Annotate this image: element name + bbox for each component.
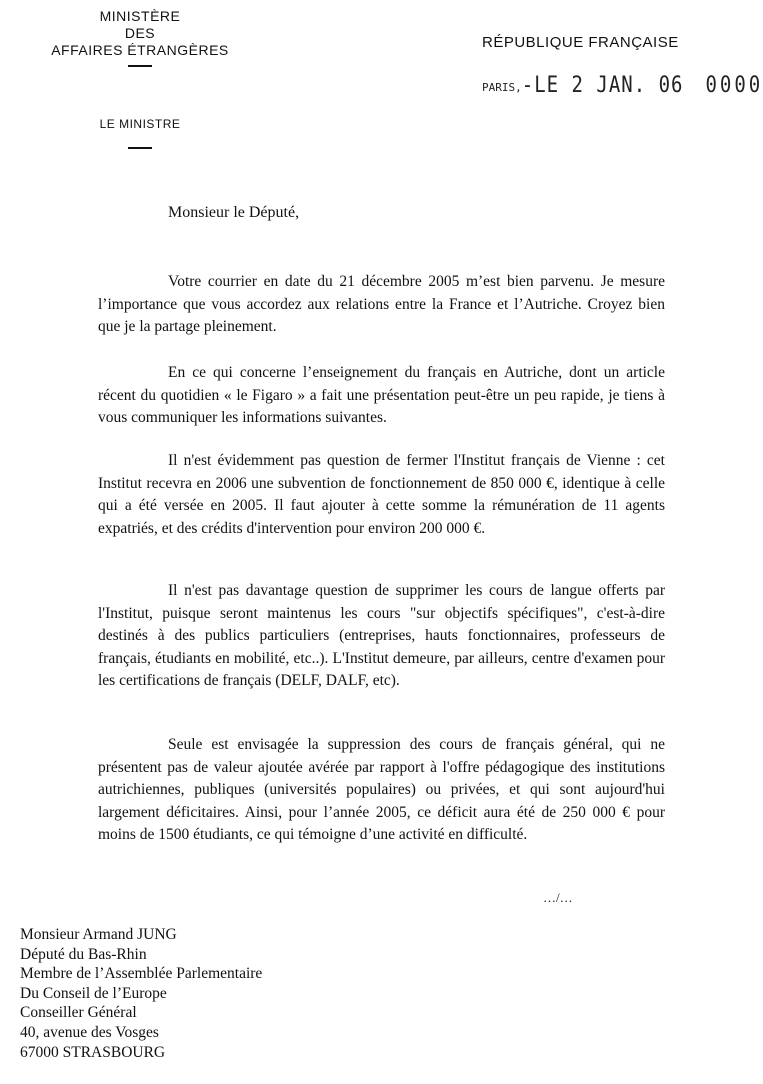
- minister-header: [70, 117, 210, 149]
- date-stamp: [482, 74, 763, 96]
- ministry-line-2: DES: [124, 25, 156, 41]
- recipient-line-5: Conseiller Général: [20, 1004, 137, 1022]
- minister-divider: [128, 147, 152, 149]
- stamp-number: 0000: [705, 72, 763, 98]
- republic-header: RÉPUBLIQUE FRANÇAISE: [482, 34, 679, 51]
- stamp-date: -LE 2 JAN. 06: [521, 72, 684, 98]
- paragraph-5: Seule est envisagée la suppression des cours de français général, qui ne présentent pas de valeur ajoutée avérée par rapport à l'offre pédagogique des institutions autrichiennes, publiques (universités populaires) ou privées, et qui sont aujourd'hui largement déficitaires. Ainsi, pour l’année 2005, ce déficit aura été de 250 000 € pour moins de 1500 étudiants, ce qui témoigne d’une activité en difficulté.: [98, 736, 665, 843]
- recipient-line-7: 67000 STRASBOURG: [20, 1043, 166, 1061]
- recipient-address: [20, 925, 262, 1062]
- recipient-line-2: Député du Bas-Rhin: [20, 945, 147, 963]
- ministry-line-3: AFFAIRES ÉTRANGÈRES: [51, 42, 229, 58]
- recipient-line-6: 40, avenue des Vosges: [20, 1023, 159, 1041]
- recipient-line-3: Membre de l’Assemblée Parlementaire: [20, 965, 263, 983]
- paragraph-2: En ce qui concerne l’enseignement du français en Autriche, dont un article récent du quotidien « le Figaro » a fait une présentation peut-être un peu rapide, je tiens à vous communiquer les informations suivantes.: [98, 364, 665, 426]
- recipient-name: Monsieur Armand JUNG: [20, 926, 177, 943]
- ministry-line-1: MINISTÈRE: [99, 8, 181, 24]
- continuation-mark: …/…: [543, 890, 573, 905]
- ministry-header: [30, 8, 250, 67]
- header-divider: [128, 65, 152, 67]
- paragraph-4: Il n'est pas davantage question de supprimer les cours de langue offerts par l'Institut, puisque seront maintenus les cours "sur objectifs spécifiques", c'est-à-dire destinés à des publics particuliers (entreprises, hauts fonctionnaires, professeurs de français, étudiants en mobilité, etc..). L'Institut demeure, par ailleurs, centre d'examen pour les certifications de français (DELF, DALF, etc).: [98, 582, 665, 689]
- minister-title: LE MINISTRE: [99, 117, 181, 131]
- paragraph-3: Il n'est évidemment pas question de fermer l'Institut français de Vienne : cet Institut recevra en 2006 une subvention de fonctionnement de 850 000 €, identique à celle qui a été versée en 2005. Il faut ajouter à cette somme la rémunération de 11 agents expatriés, et des crédits d'intervention pour environ 200 000 €.: [98, 452, 665, 537]
- paragraph-1: Votre courrier en date du 21 décembre 2005 m’est bien parvenu. Je mesure l’importance que vous accordez aux relations entre la France et l’Autriche. Croyez bien que je la partage pleinement.: [98, 273, 665, 335]
- recipient-line-4: Du Conseil de l’Europe: [20, 984, 167, 1002]
- salutation: Monsieur le Député,: [168, 204, 300, 221]
- stamp-place: PARIS,: [482, 81, 522, 94]
